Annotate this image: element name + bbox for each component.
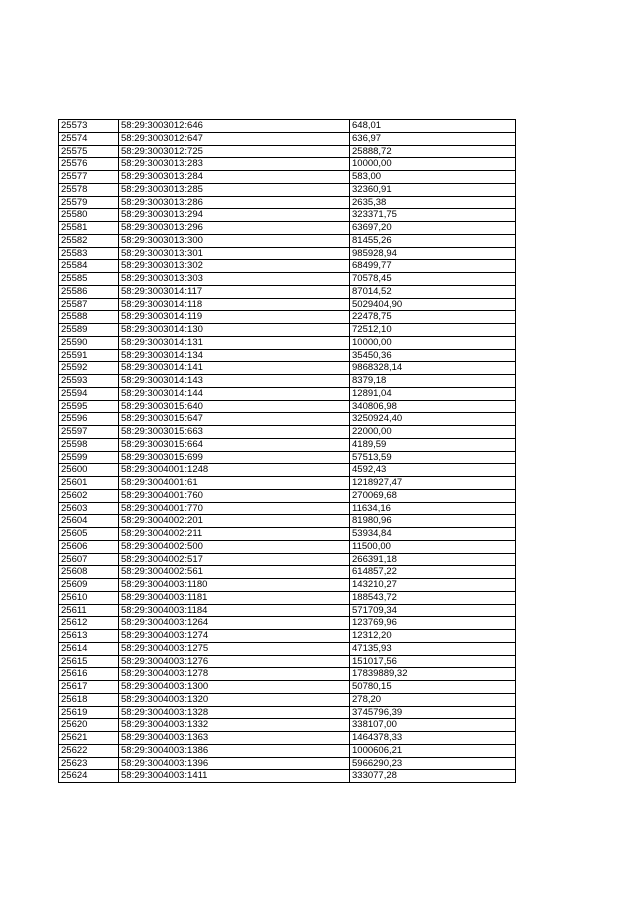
- value-cell: 12891,04: [350, 387, 516, 400]
- table-row: [59, 171, 516, 184]
- cadastral-number-cell: 58:29:3003014:118: [119, 298, 350, 311]
- cadastral-number-cell: 58:29:3003015:663: [119, 426, 350, 439]
- cadastral-number-cell: 58:29:3003013:286: [119, 196, 350, 209]
- table-row: [59, 413, 516, 426]
- row-number-cell: 25623: [59, 757, 119, 770]
- table-row: [59, 426, 516, 439]
- row-number-cell: 25594: [59, 387, 119, 400]
- value-cell: 87014,52: [350, 285, 516, 298]
- table-row: [59, 477, 516, 490]
- cadastral-number-cell: 58:29:3003013:300: [119, 234, 350, 247]
- table-row: [59, 324, 516, 337]
- cadastral-number-cell: 58:29:3003014:117: [119, 285, 350, 298]
- value-cell: 70578,45: [350, 273, 516, 286]
- value-cell: 4189,59: [350, 438, 516, 451]
- row-number-cell: 25583: [59, 247, 119, 260]
- table-row: [59, 642, 516, 655]
- value-cell: 50780,15: [350, 681, 516, 694]
- row-number-cell: 25618: [59, 693, 119, 706]
- cadastral-number-cell: 58:29:3003014:141: [119, 362, 350, 375]
- row-number-cell: 25586: [59, 285, 119, 298]
- row-number-cell: 25595: [59, 400, 119, 413]
- table-row: [59, 540, 516, 553]
- table-row: [59, 362, 516, 375]
- value-cell: 636,97: [350, 132, 516, 145]
- value-cell: 63697,20: [350, 222, 516, 235]
- table-row: [59, 693, 516, 706]
- cadastral-number-cell: 58:29:3004003:1411: [119, 770, 350, 783]
- row-number-cell: 25593: [59, 375, 119, 388]
- row-number-cell: 25598: [59, 438, 119, 451]
- cadastral-number-cell: 58:29:3004002:201: [119, 515, 350, 528]
- table-row: [59, 617, 516, 630]
- table-row: [59, 591, 516, 604]
- row-number-cell: 25620: [59, 719, 119, 732]
- cadastral-number-cell: 58:29:3003015:699: [119, 451, 350, 464]
- cadastral-number-cell: 58:29:3003015:647: [119, 413, 350, 426]
- value-cell: 72512,10: [350, 324, 516, 337]
- row-number-cell: 25603: [59, 502, 119, 515]
- value-cell: 81980,96: [350, 515, 516, 528]
- value-cell: 32360,91: [350, 183, 516, 196]
- table-row: [59, 234, 516, 247]
- cadastral-number-cell: 58:29:3004003:1180: [119, 579, 350, 592]
- value-cell: 9868328,14: [350, 362, 516, 375]
- table-row: [59, 604, 516, 617]
- cadastral-number-cell: 58:29:3004003:1275: [119, 642, 350, 655]
- table-row: [59, 464, 516, 477]
- data-table: [58, 119, 516, 783]
- cadastral-number-cell: 58:29:3004002:517: [119, 553, 350, 566]
- cadastral-number-cell: 58:29:3004003:1264: [119, 617, 350, 630]
- value-cell: 11634,16: [350, 502, 516, 515]
- table-row: [59, 732, 516, 745]
- cadastral-number-cell: 58:29:3003014:131: [119, 336, 350, 349]
- value-cell: 614857,22: [350, 566, 516, 579]
- value-cell: 22000,00: [350, 426, 516, 439]
- cadastral-number-cell: 58:29:3003013:303: [119, 273, 350, 286]
- value-cell: 5029404,90: [350, 298, 516, 311]
- cadastral-number-cell: 58:29:3004003:1320: [119, 693, 350, 706]
- row-number-cell: 25624: [59, 770, 119, 783]
- table-row: [59, 336, 516, 349]
- table-row: [59, 132, 516, 145]
- row-number-cell: 25579: [59, 196, 119, 209]
- value-cell: 8379,18: [350, 375, 516, 388]
- table-row: [59, 566, 516, 579]
- row-number-cell: 25617: [59, 681, 119, 694]
- cadastral-number-cell: 58:29:3003012:646: [119, 120, 350, 133]
- row-number-cell: 25611: [59, 604, 119, 617]
- cadastral-number-cell: 58:29:3003013:294: [119, 209, 350, 222]
- cadastral-number-cell: 58:29:3004003:1276: [119, 655, 350, 668]
- table-row: [59, 222, 516, 235]
- row-number-cell: 25601: [59, 477, 119, 490]
- row-number-cell: 25575: [59, 145, 119, 158]
- value-cell: 11500,00: [350, 540, 516, 553]
- row-number-cell: 25592: [59, 362, 119, 375]
- cadastral-number-cell: 58:29:3004003:1300: [119, 681, 350, 694]
- table-row: [59, 260, 516, 273]
- value-cell: 278,20: [350, 693, 516, 706]
- table-row: [59, 298, 516, 311]
- table-row: [59, 285, 516, 298]
- cadastral-number-cell: 58:29:3003014:144: [119, 387, 350, 400]
- row-number-cell: 25578: [59, 183, 119, 196]
- table-row: [59, 209, 516, 222]
- value-cell: 338107,00: [350, 719, 516, 732]
- value-cell: 17839889,32: [350, 668, 516, 681]
- table-row: [59, 630, 516, 643]
- row-number-cell: 25622: [59, 744, 119, 757]
- row-number-cell: 25616: [59, 668, 119, 681]
- value-cell: 12312,20: [350, 630, 516, 643]
- value-cell: 3745796,39: [350, 706, 516, 719]
- value-cell: 57513,59: [350, 451, 516, 464]
- table-row: [59, 311, 516, 324]
- table-row: [59, 273, 516, 286]
- cadastral-number-cell: 58:29:3003015:664: [119, 438, 350, 451]
- cadastral-number-cell: 58:29:3004001:770: [119, 502, 350, 515]
- table-row: [59, 770, 516, 783]
- table-row: [59, 451, 516, 464]
- table-row: [59, 681, 516, 694]
- table-row: [59, 145, 516, 158]
- cadastral-number-cell: 58:29:3004003:1328: [119, 706, 350, 719]
- cadastral-number-cell: 58:29:3004003:1184: [119, 604, 350, 617]
- table-row: [59, 400, 516, 413]
- cadastral-number-cell: 58:29:3004003:1278: [119, 668, 350, 681]
- table-row: [59, 375, 516, 388]
- row-number-cell: 25610: [59, 591, 119, 604]
- table-row: [59, 196, 516, 209]
- value-cell: 648,01: [350, 120, 516, 133]
- row-number-cell: 25577: [59, 171, 119, 184]
- cadastral-number-cell: 58:29:3003013:301: [119, 247, 350, 260]
- cadastral-number-cell: 58:29:3004003:1386: [119, 744, 350, 757]
- value-cell: 22478,75: [350, 311, 516, 324]
- cadastral-number-cell: 58:29:3003013:283: [119, 158, 350, 171]
- cadastral-number-cell: 58:29:3004002:211: [119, 528, 350, 541]
- table-row: [59, 183, 516, 196]
- row-number-cell: 25606: [59, 540, 119, 553]
- cadastral-number-cell: 58:29:3003015:640: [119, 400, 350, 413]
- row-number-cell: 25615: [59, 655, 119, 668]
- value-cell: 5966290,23: [350, 757, 516, 770]
- cadastral-number-cell: 58:29:3004001:760: [119, 489, 350, 502]
- cadastral-number-cell: 58:29:3003013:285: [119, 183, 350, 196]
- row-number-cell: 25584: [59, 260, 119, 273]
- table-row: [59, 387, 516, 400]
- cadastral-number-cell: 58:29:3003014:134: [119, 349, 350, 362]
- value-cell: 68499,77: [350, 260, 516, 273]
- value-cell: 47135,93: [350, 642, 516, 655]
- value-cell: 10000,00: [350, 336, 516, 349]
- row-number-cell: 25590: [59, 336, 119, 349]
- row-number-cell: 25574: [59, 132, 119, 145]
- row-number-cell: 25607: [59, 553, 119, 566]
- row-number-cell: 25609: [59, 579, 119, 592]
- row-number-cell: 25591: [59, 349, 119, 362]
- cadastral-number-cell: 58:29:3004003:1363: [119, 732, 350, 745]
- cadastral-number-cell: 58:29:3004002:561: [119, 566, 350, 579]
- cadastral-number-cell: 58:29:3004002:500: [119, 540, 350, 553]
- cadastral-number-cell: 58:29:3003014:143: [119, 375, 350, 388]
- row-number-cell: 25604: [59, 515, 119, 528]
- value-cell: 53934,84: [350, 528, 516, 541]
- value-cell: 143210,27: [350, 579, 516, 592]
- table-row: [59, 515, 516, 528]
- table-row: [59, 502, 516, 515]
- table-row: [59, 744, 516, 757]
- row-number-cell: 25576: [59, 158, 119, 171]
- table-row: [59, 247, 516, 260]
- row-number-cell: 25597: [59, 426, 119, 439]
- row-number-cell: 25621: [59, 732, 119, 745]
- row-number-cell: 25614: [59, 642, 119, 655]
- row-number-cell: 25587: [59, 298, 119, 311]
- row-number-cell: 25612: [59, 617, 119, 630]
- value-cell: 123769,96: [350, 617, 516, 630]
- cadastral-number-cell: 58:29:3003014:119: [119, 311, 350, 324]
- cadastral-number-cell: 58:29:3004003:1396: [119, 757, 350, 770]
- row-number-cell: 25599: [59, 451, 119, 464]
- value-cell: 333077,28: [350, 770, 516, 783]
- value-cell: 151017,56: [350, 655, 516, 668]
- cadastral-number-cell: 58:29:3003014:130: [119, 324, 350, 337]
- row-number-cell: 25608: [59, 566, 119, 579]
- cadastral-number-cell: 58:29:3004001:1248: [119, 464, 350, 477]
- cadastral-number-cell: 58:29:3003012:647: [119, 132, 350, 145]
- value-cell: 188543,72: [350, 591, 516, 604]
- table-row: [59, 757, 516, 770]
- cadastral-number-cell: 58:29:3003012:725: [119, 145, 350, 158]
- cadastral-number-cell: 58:29:3004003:1274: [119, 630, 350, 643]
- row-number-cell: 25619: [59, 706, 119, 719]
- row-number-cell: 25580: [59, 209, 119, 222]
- value-cell: 3250924,40: [350, 413, 516, 426]
- value-cell: 323371,75: [350, 209, 516, 222]
- table-body: [59, 120, 516, 783]
- cadastral-number-cell: 58:29:3004001:61: [119, 477, 350, 490]
- row-number-cell: 25602: [59, 489, 119, 502]
- row-number-cell: 25585: [59, 273, 119, 286]
- cadastral-number-cell: 58:29:3003013:284: [119, 171, 350, 184]
- row-number-cell: 25582: [59, 234, 119, 247]
- table-row: [59, 553, 516, 566]
- table-row: [59, 579, 516, 592]
- value-cell: 1000606,21: [350, 744, 516, 757]
- table-row: [59, 528, 516, 541]
- table-row: [59, 655, 516, 668]
- table-row: [59, 719, 516, 732]
- value-cell: 270069,68: [350, 489, 516, 502]
- table-row: [59, 438, 516, 451]
- row-number-cell: 25581: [59, 222, 119, 235]
- table-row: [59, 668, 516, 681]
- table-row: [59, 349, 516, 362]
- value-cell: 1464378,33: [350, 732, 516, 745]
- value-cell: 571709,34: [350, 604, 516, 617]
- value-cell: 10000,00: [350, 158, 516, 171]
- row-number-cell: 25596: [59, 413, 119, 426]
- value-cell: 2635,38: [350, 196, 516, 209]
- value-cell: 583,00: [350, 171, 516, 184]
- row-number-cell: 25573: [59, 120, 119, 133]
- value-cell: 35450,36: [350, 349, 516, 362]
- value-cell: 340806,98: [350, 400, 516, 413]
- cadastral-number-cell: 58:29:3003013:302: [119, 260, 350, 273]
- cadastral-number-cell: 58:29:3004003:1181: [119, 591, 350, 604]
- table-row: [59, 158, 516, 171]
- table-row: [59, 489, 516, 502]
- value-cell: 1218927,47: [350, 477, 516, 490]
- row-number-cell: 25605: [59, 528, 119, 541]
- value-cell: 25888,72: [350, 145, 516, 158]
- value-cell: 4592,43: [350, 464, 516, 477]
- row-number-cell: 25600: [59, 464, 119, 477]
- row-number-cell: 25613: [59, 630, 119, 643]
- cadastral-number-cell: 58:29:3004003:1332: [119, 719, 350, 732]
- value-cell: 985928,94: [350, 247, 516, 260]
- row-number-cell: 25589: [59, 324, 119, 337]
- table-row: [59, 706, 516, 719]
- cadastral-number-cell: 58:29:3003013:296: [119, 222, 350, 235]
- row-number-cell: 25588: [59, 311, 119, 324]
- table-row: [59, 120, 516, 133]
- value-cell: 81455,26: [350, 234, 516, 247]
- value-cell: 266391,18: [350, 553, 516, 566]
